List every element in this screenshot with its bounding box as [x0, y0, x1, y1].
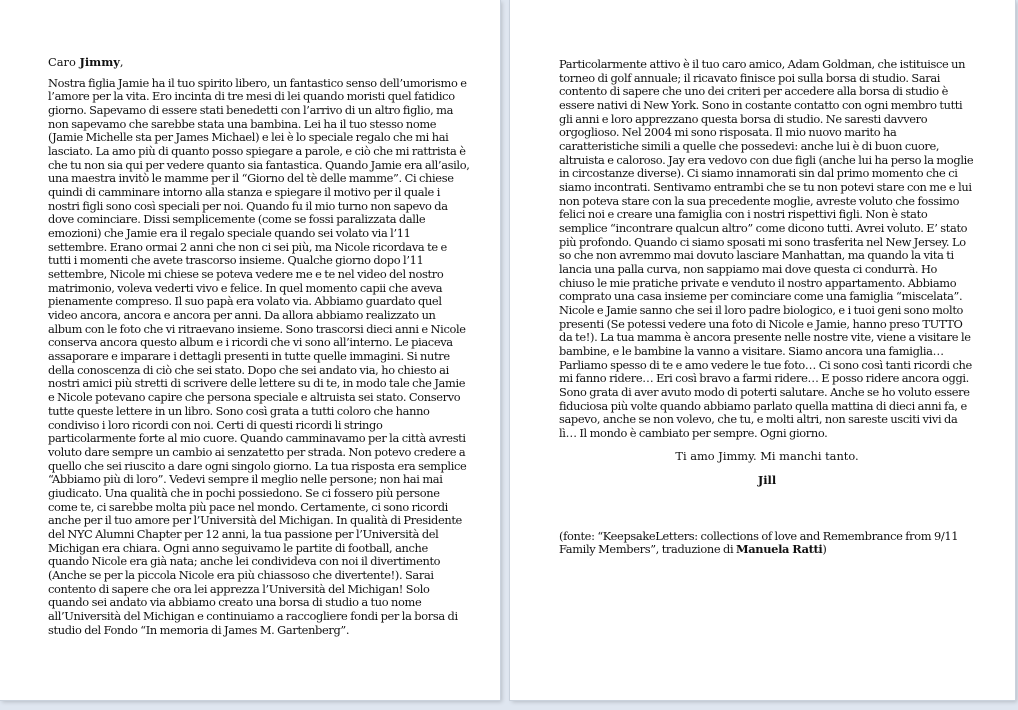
salutation-name: Jimmy: [79, 55, 120, 69]
document-page-right: [510, 0, 1015, 700]
letter-signature: Jill: [757, 472, 777, 487]
source-note: [559, 530, 975, 557]
document-page-left: [0, 0, 500, 700]
letter-body-left: Nostra figlia Jamie ha il tuo spirito libero, un fantastico senso dell’umorismo e l’amore per la vita. Ero incinta di tre mesi di lei quando moristi quel fatidico giorno. Sapevamo di essere stati benedetti con l’arrivo di un altro figlio, ma non sapevamo che sarebbe stata una bambina. Lei ha il tuo stesso nome (Jamie Michelle sta per James Michael) e lei è lo speciale regalo che mi hai lasciato. La amo più di quanto posso spiegare a parole, e ciò che mi rattrista è che tu non sia qui per vedere quanto sia fantastica. Quando Jamie era all’asilo, una maestra invitò le mamme per il “Giorno del tè delle mamme”. Ci chiese quindi di camminare intorno alla stanza e spiegare il motivo per il quale i nostri figli sono così speciali per noi. Quando fu il mio turno non sapevo da dove cominciare. Dissi semplicemente (come se fossi paralizzata dalle emozioni) che Jamie era il regalo speciale quando sei volato via l’11 settembre. Erano ormai 2 anni che non ci sei più, ma Nicole ricordava te e tutti i momenti che avete trascorso insieme. Qualche giorno dopo l’11 settembre, Nicole mi chiese se poteva vedere me e te nel video del nostro matrimonio, voleva vederti vivo e felice. In quel momento capii che aveva pienamente compreso. Il suo papà era volato via. Abbiamo guardato quel video ancora, ancora e ancora per anni. Da allora abbiamo realizzato un album con le foto che vi ritraevano insieme. Sono trascorsi dieci anni e Nicole conserva ancora questo album e i ricordi che vi sono all’interno. Le piaceva assaporare e imparare i dettagli presenti in tutte quelle immagini. Si nutre della conoscenza di ciò che sei stato. Dopo che sei andato via, ho chiesto ai nostri amici più stretti di scrivere delle lettere su di te, in modo tale che Jamie e Nicole potevano capire che persona speciale e altruista sei stato. Conservo tutte queste lettere in un libro. Sono così grata a tutti coloro che hanno condiviso i loro ricordi con noi. Certi di questi ricordi li stringo particolarmente forte al mio cuore. Quando camminavamo per la città avresti voluto dare sempre un cambio ai senzatetto per strada. Non potevo credere a quello che sei riuscito a dare ogni singolo giorno. La tua risposta era semplice “Abbiamo più di loro”. Vedevi sempre il meglio nelle persone; non hai mai giudicato. Una qualità che in pochi possiedono. Se ci fossero più persone come te, ci sarebbe molta più pace nel mondo. Certamente, ci sono ricordi anche per il tuo amore per l’Università del Michigan. In qualità di Presidente del NYC Alumni Chapter per 12 anni, la tua passione per l’Università del Michigan era chiara. Ogni anno seguivamo le partite di football, anche quando Nicole era già nata; anche lei condivideva con noi il divertimento (Anche se per la piccola Nicole era più chiassoso che divertente!). Sarai contento di sapere che ora lei apprezza l’Università del Michigan! Solo quando sei andato via abbiamo creato una borsa di studio a tuo nome all’Università del Michigan e continuiamo a raccogliere fondi per la borsa di studio del Fondo “In memoria di James M. Gartenberg”.: [48, 75, 470, 637]
letter-body-right: Particolarmente attivo è il tuo caro amico, Adam Goldman, che istituisce un torneo di golf annuale; il ricavato finisce poi sulla borsa di studio. Sarai contento di sapere che uno dei criteri per accedere alla borsa di studio è essere nativi di New York. Sono in costante contatto con ogni membro tutti gli anni e loro apprezzano questa borsa di studio. Ne saresti davvero orgoglioso. Nel 2004 mi sono risposata. Il mio nuovo marito ha caratteristiche simili a quelle che possedevi: anche lui è di buon cuore, altruista e caloroso. Jay era vedovo con due figli (anche lui ha perso la moglie in circostanze diverse). Ci siamo innamorati sin dal primo momento che ci siamo incontrati. Sentivamo entrambi che se tu non potevi stare con me e lui non poteva stare con la sua precedente moglie, avreste voluto che fossimo felici noi e creare una famiglia con i nostri rispettivi figli. Non è stato semplice “incontrare qualcun altro” come dicono tutti. Avrei voluto. E’ stato più profondo. Quando ci siamo sposati mi sono trasferita nel New Jersey. Lo so che non avremmo mai dovuto lasciare Manhattan, ma quando la vita ti lancia una palla curva, non sappiamo mai dove questa ci condurrà. Ho chiuso le mie pratiche private e venduto il nostro appartamento. Abbiamo comprato una casa insieme per cominciare come una famiglia “miscelata”. Nicole e Jamie sanno che sei il loro padre biologico, e i tuoi geni sono molto presenti (Se potessi vedere una foto di Nicole e Jamie, hanno preso TUTTO da te!). La tua mamma è ancora presente nelle nostre vite, viene a visitare le bambine, e le bambine la vanno a visitare. Siamo ancora una famiglia… Parliamo spesso di te e amo vedere le tue foto… Ci sono così tanti ricordi che mi fanno ridere… Eri così bravo a farmi ridere… E posso ridere ancora oggi. Sono grata di aver avuto modo di poterti salutare. Anche se ho voluto essere fiduciosa più volte quando abbiamo parlato quella mattina di dieci anni fa, e sapevo, anche se non volevo, che tu, e molti altri, non sareste usciti vivi da lì… Il mondo è cambiato per sempre. Ogni giorno.: [559, 57, 974, 441]
salutation-suffix: ,: [119, 55, 124, 69]
salutation-prefix: Caro: [48, 55, 80, 69]
letter-closing: Ti amo Jimmy. Mi manchi tanto.: [675, 448, 859, 463]
source-suffix: ): [822, 542, 827, 557]
source-translator: Manuela Ratti: [736, 542, 823, 557]
source-prefix: (fonte: “KeepsakeLetters: collections of love and Remembrance from 9/11 Family Members”, traduzione di: [559, 528, 959, 557]
salutation: [48, 56, 470, 70]
